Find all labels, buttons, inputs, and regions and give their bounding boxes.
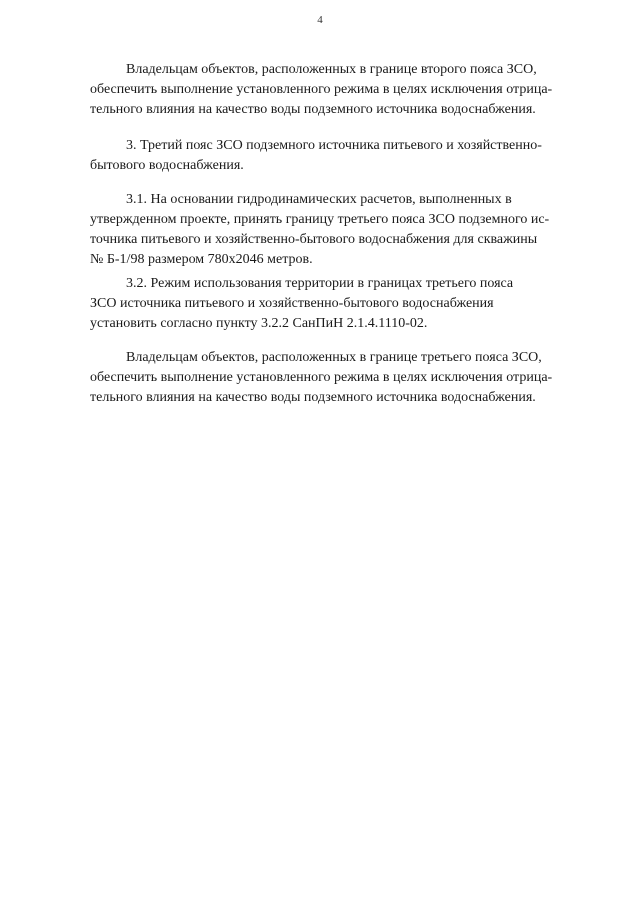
paragraph-line: утвержденном проекте, принять границу третьего пояса ЗСО подземного ис- [90, 212, 550, 227]
paragraph-line: точника питьевого и хозяйственно-бытового водоснабжения для скважины [90, 232, 538, 247]
paragraph-3-1-boundary [90, 190, 584, 270]
paragraph-line: бытового водоснабжения. [90, 158, 244, 173]
paragraph-line: тельного влияния на качество воды подземного источника водоснабжения. [90, 390, 536, 405]
paragraph-line: Владельцам объектов, расположенных в границе второго пояса ЗСО, [126, 62, 537, 77]
paragraph-line: № Б-1/98 размером 780х2046 метров. [90, 252, 313, 267]
paragraph-line: установить согласно пункту 3.2.2 СанПиН 2.1.4.1110-02. [90, 316, 428, 331]
paragraph-line: 3. Третий пояс ЗСО подземного источника питьевого и хозяйственно- [126, 138, 542, 153]
paragraph-line: Владельцам объектов, расположенных в границе третьего пояса ЗСО, [126, 350, 542, 365]
paragraph-owners-second-zone [90, 60, 584, 120]
page-number: 4 [317, 14, 323, 26]
paragraph-line: обеспечить выполнение установленного режима в целях исключения отрица- [90, 82, 553, 97]
paragraph-line: 3.1. На основании гидродинамических расчетов, выполненных в [126, 192, 512, 207]
paragraph-line: тельного влияния на качество воды подземного источника водоснабжения. [90, 102, 536, 117]
paragraph-third-zone-heading [90, 136, 584, 176]
paragraph-owners-third-zone [90, 348, 584, 408]
paragraph-line: ЗСО источника питьевого и хозяйственно-бытового водоснабжения [90, 296, 494, 311]
paragraph-3-2-regime [90, 274, 584, 334]
paragraph-line: обеспечить выполнение установленного режима в целях исключения отрица- [90, 370, 553, 385]
paragraph-line: 3.2. Режим использования территории в границах третьего пояса [126, 276, 514, 291]
